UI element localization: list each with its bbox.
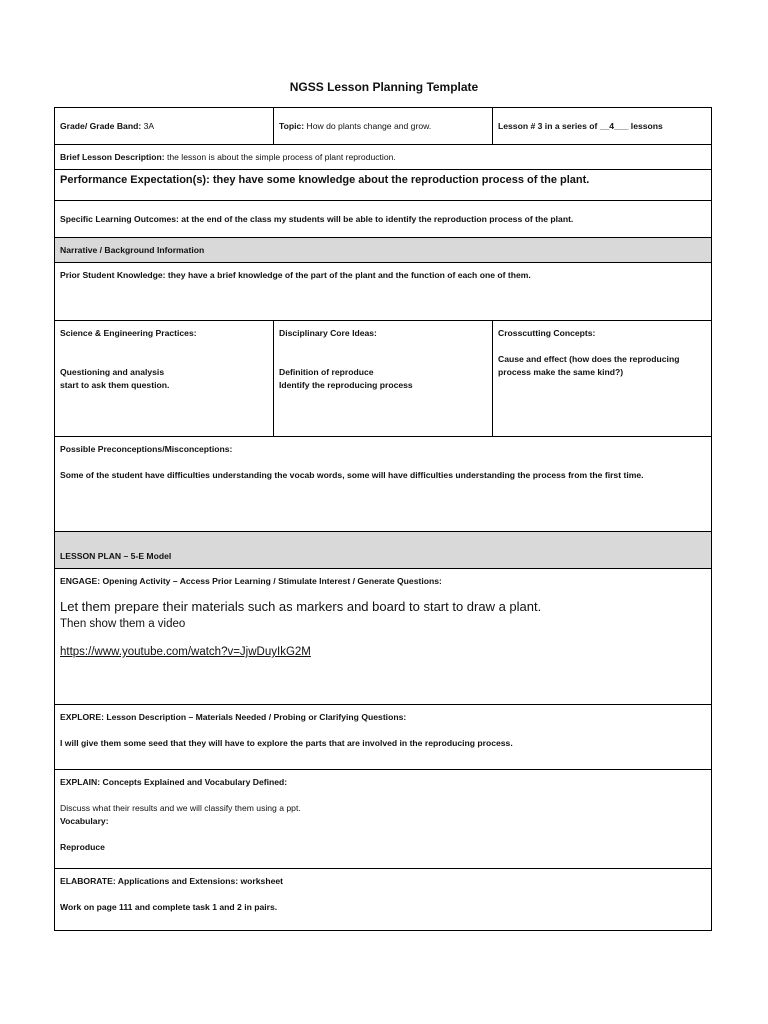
preconceptions-cell: Possible Preconceptions/Misconceptions: Some of the student have difficulties understanding the vocab words, some will have difficulties understanding the process from the first time. [55, 437, 712, 532]
lesson-plan-row [55, 532, 712, 569]
engage-line-2: Then show them a video [60, 618, 186, 630]
narrative-heading: Narrative / Background Information [55, 238, 712, 263]
header-row [55, 108, 712, 145]
engage-cell: ENGAGE: Opening Activity – Access Prior Learning / Stimulate Interest / Generate Questions: Let them prepare their materials such as markers and board to start to draw a plant. Then show them a video https://www.youtube.com/watch?v=JjwDuyIkG2M [55, 569, 712, 705]
brief-cell: Brief Lesson Description: the lesson is about the simple process of plant reproduction. [55, 145, 712, 170]
explain-row [55, 770, 712, 869]
outcomes-row [55, 201, 712, 238]
engage-line-1: Let them prepare their materials such as markers and board to start to draw a plant. [60, 599, 542, 614]
narrative-row [55, 238, 712, 263]
lesson-number-cell: Lesson # 3 in a series of __4___ lessons [493, 108, 712, 145]
elaborate-row [55, 869, 712, 931]
elaborate-cell: ELABORATE: Applications and Extensions: worksheet Work on page 111 and complete task 1 and 2 in pairs. [55, 869, 712, 931]
grade-cell: Grade/ Grade Band: 3A [55, 108, 274, 145]
performance-cell: Performance Expectation(s): they have some knowledge about the reproduction process of the plant. [55, 170, 712, 201]
practices-cell: Science & Engineering Practices: Questioning and analysis start to ask them question. [55, 321, 274, 437]
core-ideas-cell: Disciplinary Core Ideas: Definition of reproduce Identify the reproducing process [274, 321, 493, 437]
lesson-plan-heading: LESSON PLAN – 5-E Model [55, 532, 712, 569]
practices-row [55, 321, 712, 437]
engage-row [55, 569, 712, 705]
explain-cell: EXPLAIN: Concepts Explained and Vocabulary Defined: Discuss what their results and we will classify them using a ppt. Vocabulary: Reproduce [55, 770, 712, 869]
prior-knowledge-cell: Prior Student Knowledge: they have a brief knowledge of the part of the plant and the function of each one of them. [55, 263, 712, 321]
explore-row [55, 705, 712, 770]
page-title: NGSS Lesson Planning Template [289, 80, 479, 94]
video-link[interactable]: https://www.youtube.com/watch?v=JjwDuyIkG2M [60, 646, 311, 658]
prior-row [55, 263, 712, 321]
crosscutting-cell: Crosscutting Concepts: Cause and effect (how does the reproducing process make the same kind?) [493, 321, 712, 437]
topic-cell: Topic: How do plants change and grow. [274, 108, 493, 145]
brief-row [55, 145, 712, 170]
preconceptions-row [55, 437, 712, 532]
lesson-plan-table [54, 107, 712, 931]
explore-cell: EXPLORE: Lesson Description – Materials Needed / Probing or Clarifying Questions: I will give them some seed that they will have to explore the parts that are involved in the reproducing process. [55, 705, 712, 770]
outcomes-cell: Specific Learning Outcomes: at the end of the class my students will be able to identify the reproduction process of the plant. [55, 201, 712, 238]
performance-row [55, 170, 712, 201]
